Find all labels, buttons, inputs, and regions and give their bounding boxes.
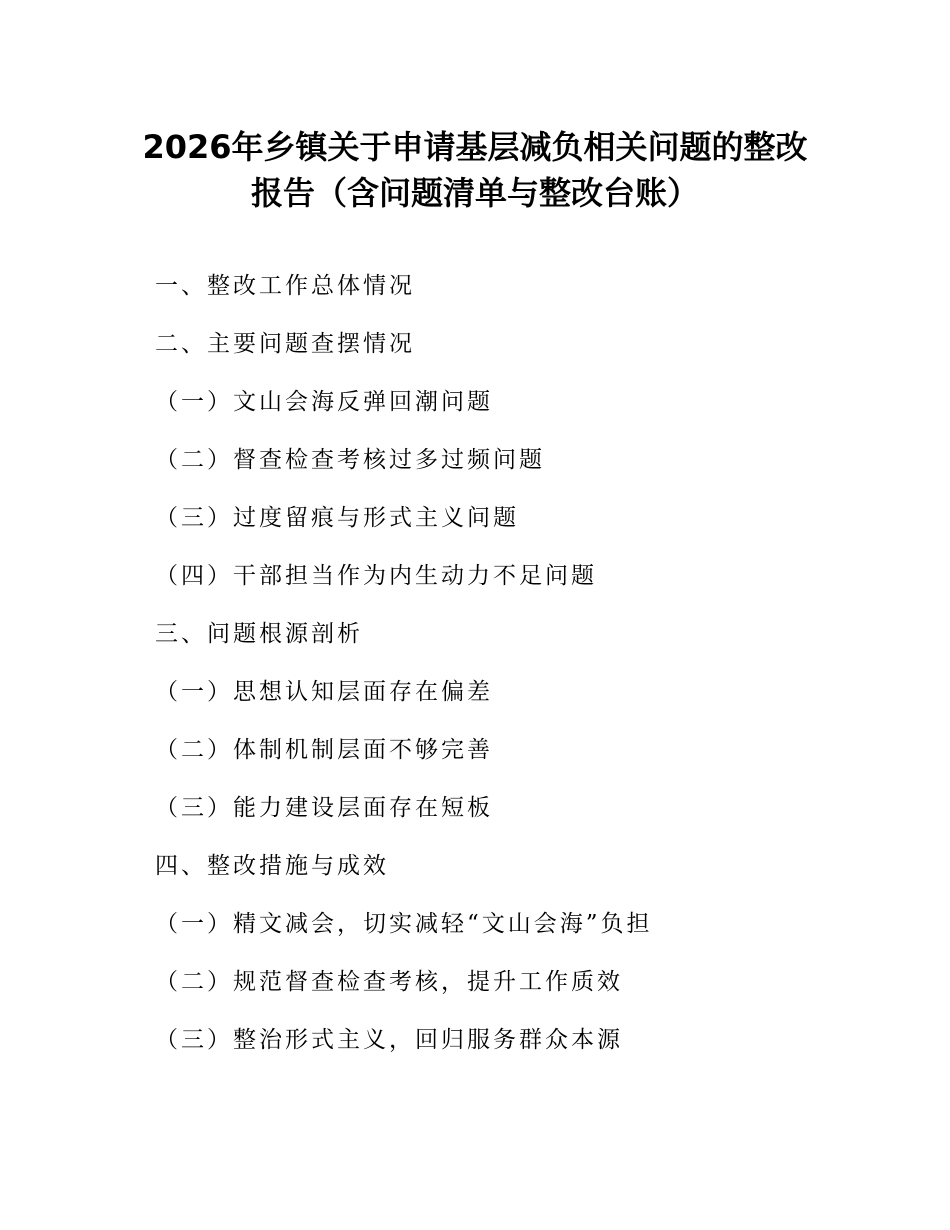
title-line-2: 报告（含问题清单与整改台账） <box>250 174 699 212</box>
toc-subitem: （二）体制机制层面不够完善 <box>155 737 493 763</box>
toc-subitem: （二）督查检查考核过多过频问题 <box>155 447 545 473</box>
title-line-1: 2026年乡镇关于申请基层减负相关问题的整改 <box>142 128 808 166</box>
toc-item: 一、整改工作总体情况 <box>155 273 415 299</box>
toc-item: 三、问题根源剖析 <box>155 621 363 647</box>
toc-subitem: （二）规范督查检查考核，提升工作质效 <box>155 969 623 995</box>
document-title <box>120 124 830 216</box>
toc-subitem: （三）能力建设层面存在短板 <box>155 795 493 821</box>
toc-subitem: （四）干部担当作为内生动力不足问题 <box>155 563 597 589</box>
toc-subitem: （三）过度留痕与形式主义问题 <box>155 505 519 531</box>
table-of-contents <box>155 264 855 1076</box>
toc-item: 四、整改措施与成效 <box>155 853 389 879</box>
toc-subitem: （三）整治形式主义，回归服务群众本源 <box>155 1027 623 1053</box>
toc-subitem: （一）文山会海反弹回潮问题 <box>155 389 493 415</box>
toc-item: 二、主要问题查摆情况 <box>155 331 415 357</box>
toc-subitem: （一）思想认知层面存在偏差 <box>155 679 493 705</box>
toc-subitem: （一）精文减会，切实减轻“文山会海”负担 <box>155 911 653 937</box>
